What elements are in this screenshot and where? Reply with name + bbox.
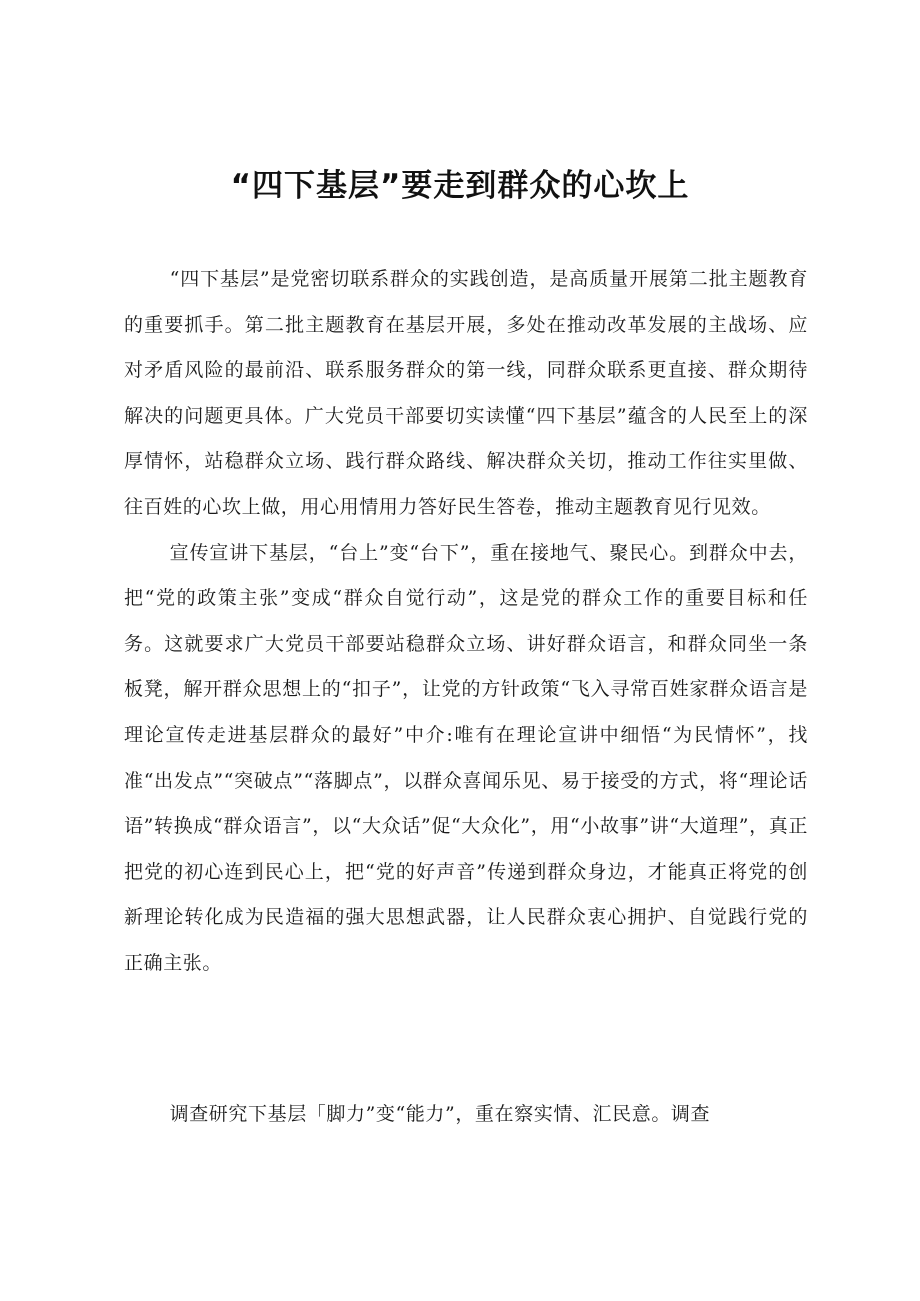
document-title: “四下基层”要走到群众的心坎上 bbox=[230, 168, 690, 204]
document-body bbox=[124, 257, 808, 1125]
paragraph-3: 调查研究下基层「脚力”变“能力”，重在察实情、汇民意。调查 bbox=[169, 1103, 711, 1125]
paragraph-2: 宣传宣讲下基层，“台上”变“台下”，重在接地气、聚民心。到群众中去，把“党的政策主张”变成“群众自觉行动”，这是党的群众工作的重要目标和任务。这就要求广大党员干部要站稳群众立场、讲好群众语言，和群众同坐一条板凳，解开群众思想上的“扣子”，让党的方针政策“飞入寻常百姓家群众语言是理论宣传走进基层群众的最好”中介:唯有在理论宣讲中细悟“为民情怀”，找准“出发点”“突破点”“落脚点”，以群众喜闻乐见、易于接受的方式，将“理论话语”转换成“群众语言”，以“大众话”促“大众化”，用“小故事”讲“大道理”，真正把党的初心连到民心上，把“党的好声音”传递到群众身边，才能真正将党的创新理论转化成为民造福的强大思想武器，让人民群众衷心拥护、自觉践行党的正确主张。 bbox=[124, 541, 808, 974]
paragraph-1: “四下基层”是党密切联系群众的实践创造，是高质量开展第二批主题教育的重要抓手。第二批主题教育在基层开展，多处在推动改革发展的主战场、应对矛盾风险的最前沿、联系服务群众的第一线，同群众联系更直接、群众期待解决的问题更具体。广大党员干部要切实读懂“四下基层”蕴含的人民至上的深厚情怀，站稳群众立场、践行群众路线、解决群众关切，推动工作往实里做、往百姓的心坎上做，用心用情用力答好民生答卷，推动主题教育见行见效。 bbox=[124, 268, 808, 518]
